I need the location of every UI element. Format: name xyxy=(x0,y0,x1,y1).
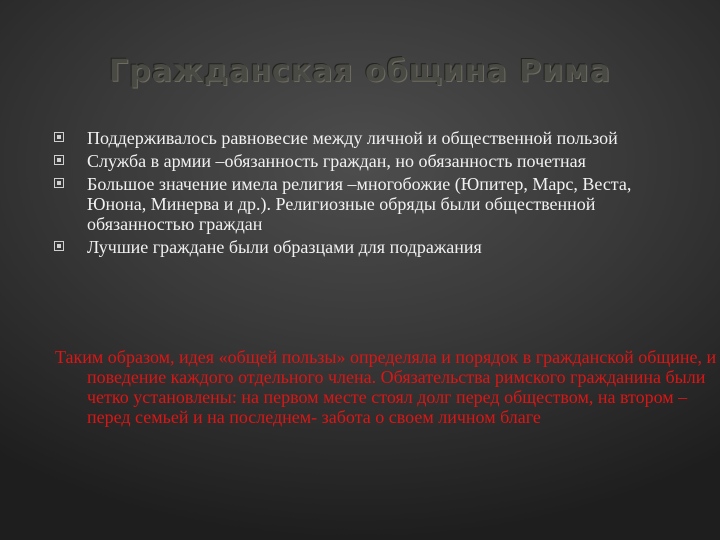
bullet-text: Служба в армии –обязанность граждан, но обязанность почетная xyxy=(87,151,586,171)
square-bullet-icon xyxy=(54,132,64,142)
bullet-text: Большое значение имела религия –многобожие (Юпитер, Марс, Веста, Юнона, Минерва и др.). Религиозные обряды были общественной обязанностью граждан xyxy=(87,174,632,234)
bullet-list xyxy=(54,128,694,260)
list-item xyxy=(54,237,694,257)
list-item xyxy=(54,151,694,171)
list-item xyxy=(54,128,694,148)
bullet-text: Поддерживалось равновесие между личной и общественной пользой xyxy=(87,128,618,148)
conclusion-paragraph: Таким образом, идея «общей пользы» определяла и порядок в гражданской общине, и поведение каждого отдельного члена. Обязательства римского гражданина были четко установлены: на первом месте стоял долг перед обществом, на втором – перед семьей и на последнем- забота о своем личном благе xyxy=(55,347,717,427)
square-bullet-icon xyxy=(54,155,64,165)
bullet-text: Лучшие граждане были образцами для подражания xyxy=(87,237,482,257)
slide-title: Гражданская община Рима xyxy=(109,54,611,89)
square-bullet-icon xyxy=(54,241,64,251)
square-bullet-icon xyxy=(54,178,64,188)
list-item xyxy=(54,174,694,234)
